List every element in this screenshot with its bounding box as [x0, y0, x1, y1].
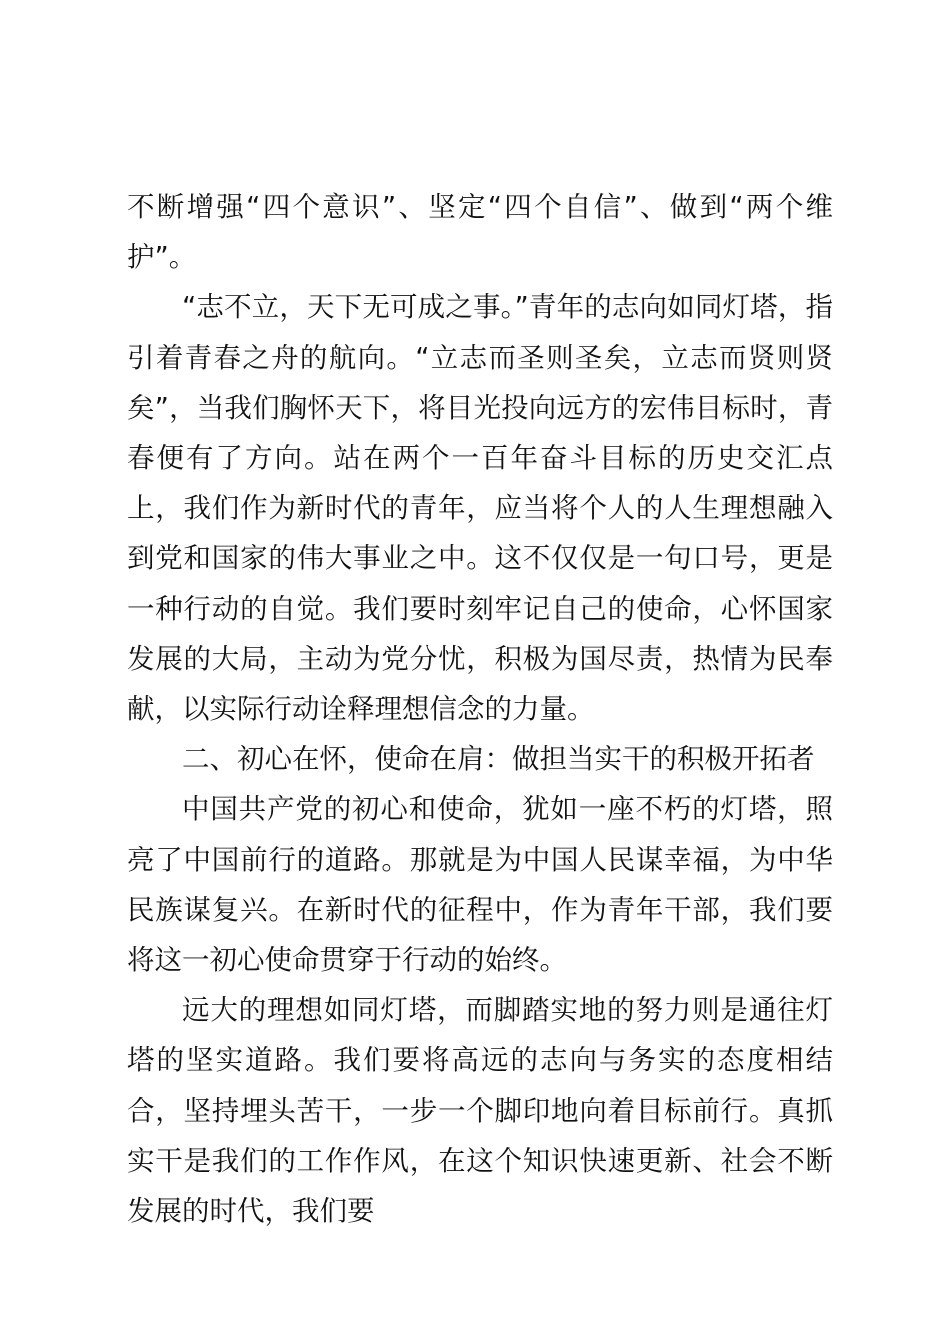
paragraph-continuation: 不断增强“四个意识”、坚定“四个自信”、做到“两个维护”。	[127, 191, 833, 274]
document-body	[127, 182, 833, 1236]
paragraph-practical-work: 远大的理想如同灯塔，而脚踏实地的努力则是通往灯塔的坚实道路。我们要将高远的志向与务实的态度相结合，坚持埋头苦干，一步一个脚印地向着目标前行。真抓实干是我们的工作作风，在这个知识快速更新、社会不断发展的时代，我们要	[127, 994, 833, 1228]
paragraph-aspiration: “志不立，天下无可成之事。”青年的志向如同灯塔，指引着青春之舟的航向。“立志而圣则圣矣，立志而贤则贤矣”，当我们胸怀天下，将目光投向远方的宏伟目标时，青春便有了方向。站在两个一百年奋斗目标的历史交汇点上，我们作为新时代的青年，应当将个人的人生理想融入到党和国家的伟大事业之中。这不仅仅是一句口号，更是一种行动的自觉。我们要时刻牢记自己的使命，心怀国家发展的大局，主动为党分忧，积极为国尽责，热情为民奉献，以实际行动诠释理想信念的力量。	[127, 291, 833, 726]
section-heading: 二、初心在怀，使命在肩：做担当实干的积极开拓者	[182, 743, 815, 776]
paragraph-original-mission: 中国共产党的初心和使命，犹如一座不朽的灯塔，照亮了中国前行的道路。那就是为中国人民谋幸福，为中华民族谋复兴。在新时代的征程中，作为青年干部，我们要将这一初心使命贯穿于行动的始终。	[127, 793, 833, 977]
